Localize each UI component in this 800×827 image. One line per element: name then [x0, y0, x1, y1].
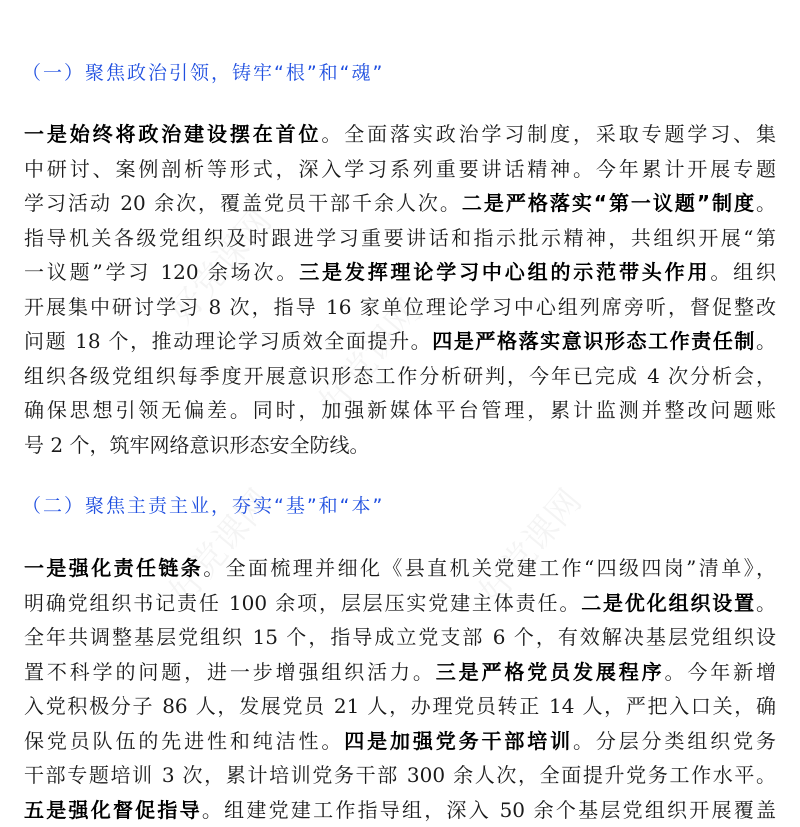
body-text: 明确党组织书记责任 100 余项，层层压实党建主体责任。 [24, 591, 581, 615]
body-text: 学习活动 20 余次，覆盖党员干部千余人次。 [24, 191, 462, 215]
text-line [24, 551, 776, 586]
bold-key-point: 一是始终将政治建设摆在首位 [24, 122, 321, 146]
body-text: 指导机关各级党组织及时跟进学习重要讲话和指示批示精神，共组织开展“第 [24, 226, 776, 250]
text-line [24, 324, 776, 359]
text-line [24, 758, 776, 793]
body-text: 干部专题培训 3 次，累计培训党务干部 300 余人次，全面提升党务工作水平。 [24, 763, 776, 787]
bold-key-point: 二是优化组织设置 [581, 591, 756, 615]
text-line [24, 793, 776, 827]
body-text: 。全面落实政治学习制度，采取专题学习、集 [321, 122, 776, 146]
text-line [24, 359, 776, 394]
text-line [24, 428, 776, 463]
text-line [24, 221, 776, 256]
bold-key-point: 四是严格落实意识形态工作责任制 [432, 329, 756, 353]
body-text: 。 [756, 329, 776, 353]
text-line [24, 117, 776, 152]
body-text: 确保思想引领无偏差。同时，加强新媒体平台管理，累计监测并整改问题账 [24, 398, 776, 422]
text-line [24, 689, 776, 724]
bold-key-point: 三是严格党员发展程序 [436, 660, 665, 684]
text-line [24, 393, 776, 428]
bold-key-point: 一是强化责任链条 [24, 556, 203, 580]
bold-key-point: 五是强化督促指导 [24, 798, 202, 822]
section-heading-1: （一）聚焦政治引领，铸牢“根”和“魂” [22, 58, 384, 85]
section-body-1 [24, 117, 776, 462]
body-text: 一议题”学习 120 余场次。 [24, 260, 299, 284]
body-text: 问题 18 个，推动理论学习质效全面提升。 [24, 329, 432, 353]
text-line [24, 586, 776, 621]
text-line [24, 186, 776, 221]
body-text: 组织各级党组织每季度开展意识形态工作分析研判，今年已完成 4 次分析会， [24, 364, 776, 388]
text-line [24, 655, 776, 690]
body-text: 保党员队伍的先进性和纯洁性。 [24, 729, 344, 753]
bold-key-point: 三是发挥理论学习中心组的示范带头作用 [299, 260, 710, 284]
body-text: 置不科学的问题，进一步增强组织活力。 [24, 660, 436, 684]
text-line [24, 152, 776, 187]
body-text: 。 [756, 591, 776, 615]
body-text: 。 [756, 191, 776, 215]
body-text: 。分层分类组织党务 [573, 729, 776, 753]
section-body-2 [24, 551, 776, 827]
body-text: 中研讨、案例剖析等形式，深入学习系列重要讲话精神。今年累计开展专题 [24, 157, 776, 181]
body-text: 入党积极分子 86 人，发展党员 21 人，办理党员转正 14 人，严把入口关，确 [24, 694, 776, 718]
text-line [24, 290, 776, 325]
bold-key-point: 四是加强党务干部培训 [344, 729, 573, 753]
section-heading-2: （二）聚焦主责主业，夯实“基”和“本” [22, 491, 384, 518]
bold-key-point: 二是严格落实“第一议题”制度 [462, 191, 756, 215]
body-text: 。今年新增 [665, 660, 777, 684]
text-line [24, 724, 776, 759]
body-text: 号 2 个，筑牢网络意识形态安全防线。 [24, 433, 369, 457]
body-text: 。全面梳理并细化《县直机关党建工作“四级四岗”清单》， [203, 556, 776, 580]
body-text: 。组织 [710, 260, 776, 284]
text-line [24, 620, 776, 655]
body-text: 。组建党建工作指导组，深入 50 余个基层党组织开展覆盖 [202, 798, 776, 822]
body-text: 全年共调整基层党组织 15 个，指导成立党支部 6 个，有效解决基层党组织设 [24, 625, 776, 649]
body-text: 开展集中研讨学习 8 次，指导 16 家单位理论学习中心组列席旁听，督促整改 [24, 295, 776, 319]
text-line [24, 255, 776, 290]
